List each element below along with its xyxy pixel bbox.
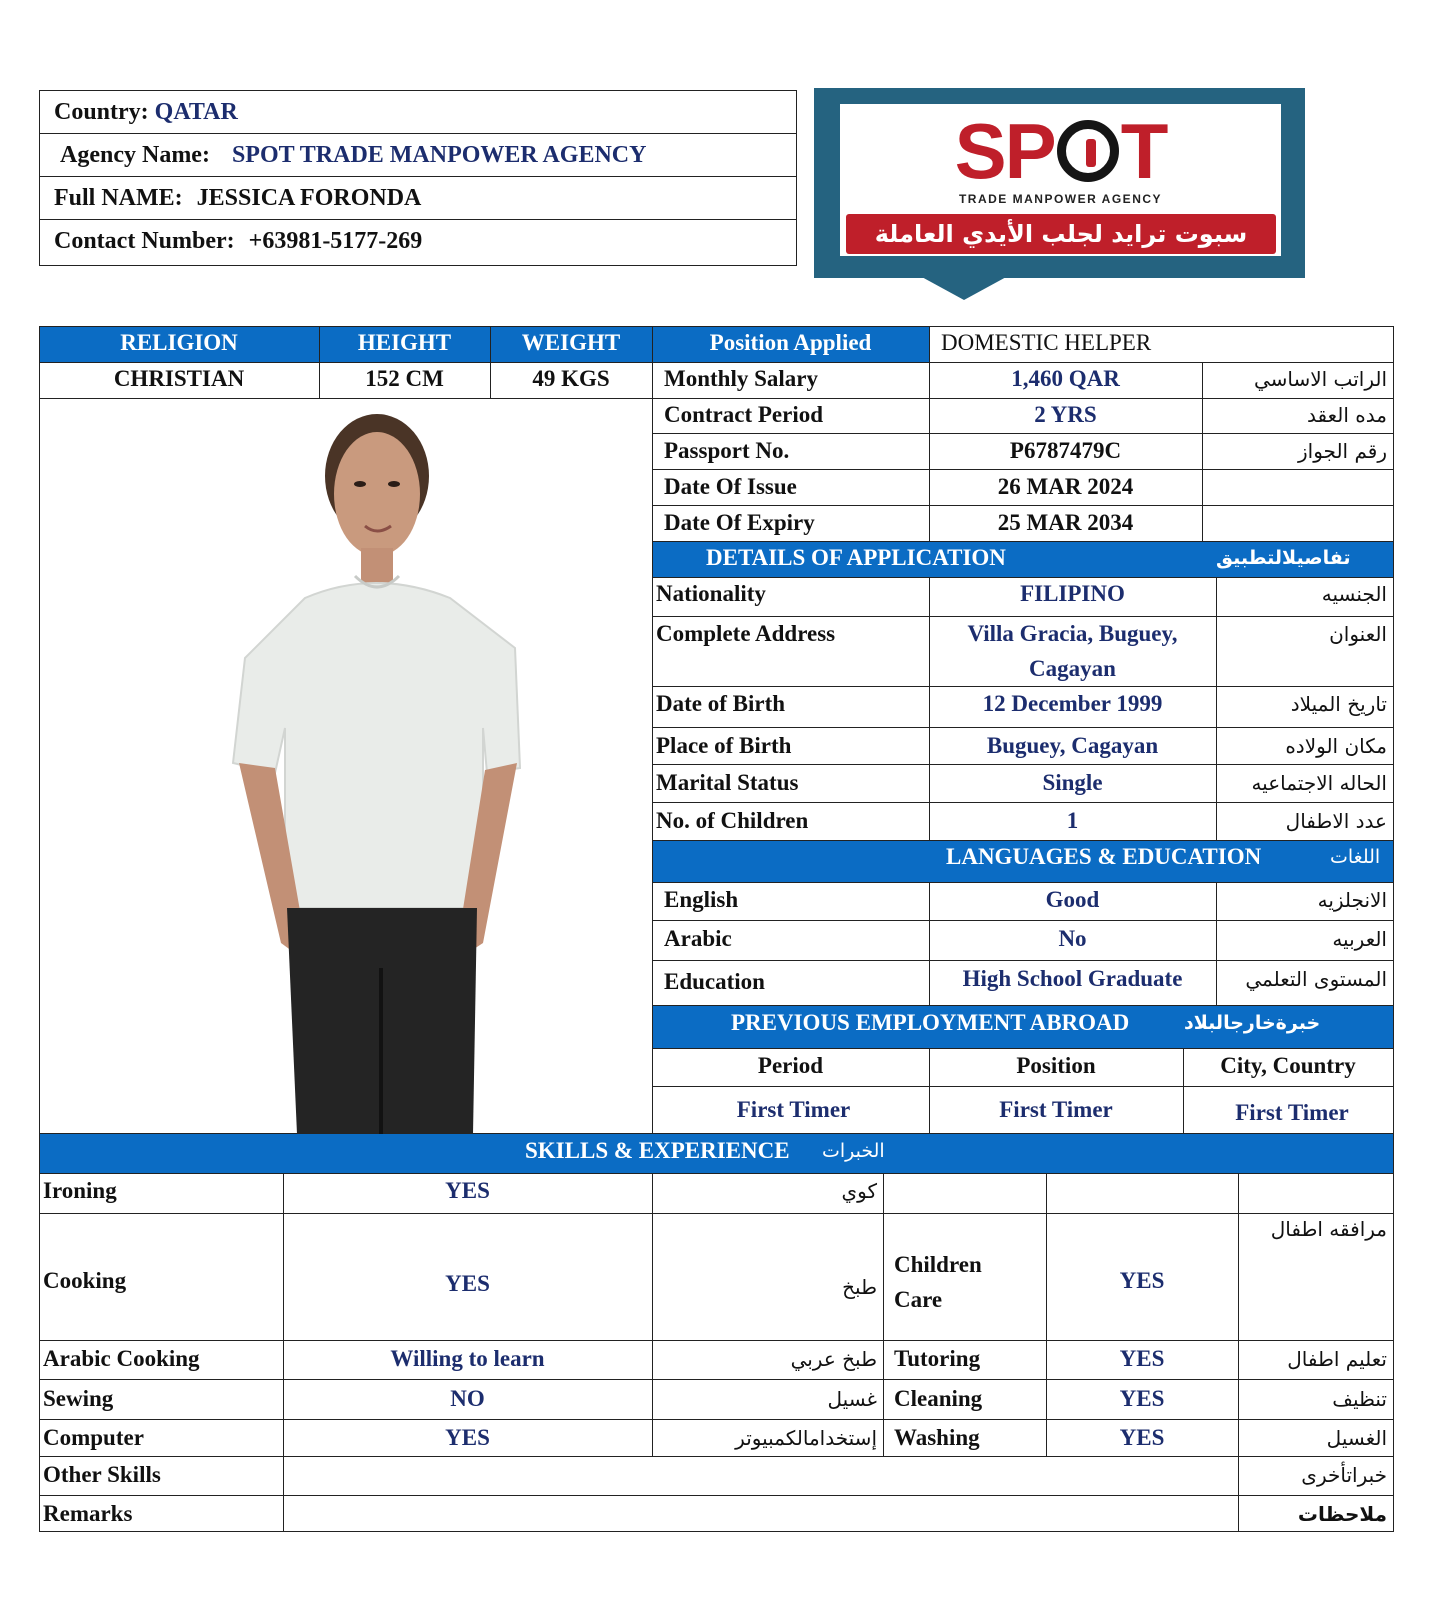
nationality-label: Nationality (656, 581, 766, 606)
skill-tutoring-label: Tutoring (894, 1346, 981, 1371)
weight-value: 49 KGS (532, 366, 610, 391)
logo-pointer-shape (920, 276, 1008, 300)
languages-title-arabic: اللغات (1330, 846, 1381, 868)
english-arabic: الانجلزيه (1317, 888, 1387, 912)
contact-label: Contact Number: (54, 228, 235, 254)
application-title-arabic: تفاصيلالتطبيق (1216, 547, 1351, 569)
skill-sewing-label: Sewing (43, 1386, 114, 1411)
skill-computer-label: Computer (43, 1425, 144, 1450)
height-value: 152 CM (365, 366, 444, 391)
name-value: JESSICA FORONDA (196, 185, 422, 211)
salary-label: Monthly Salary (664, 366, 818, 391)
arabic-language-label: Arabic (664, 926, 732, 951)
employment-period-value: First Timer (736, 1097, 851, 1122)
employment-city-value: First Timer (1235, 1100, 1349, 1125)
dob-label: Date of Birth (656, 691, 786, 716)
issue-date-label: Date Of Issue (664, 474, 797, 499)
religion-value: CHRISTIAN (113, 366, 245, 391)
skill-arabic-cooking-label: Arabic Cooking (43, 1346, 200, 1371)
expiry-date-value: 25 MAR 2034 (997, 510, 1134, 535)
other-skills-arabic: خبراتأخرى (1301, 1463, 1387, 1487)
children-label: No. of Children (656, 808, 809, 833)
skill-cooking-arabic: طبخ (842, 1275, 877, 1299)
languages-title: LANGUAGES & EDUCATION (946, 844, 1262, 869)
salary-value: 1,460 QAR (1011, 366, 1120, 391)
other-skills-label: Other Skills (43, 1462, 161, 1487)
country-label: Country: (54, 99, 149, 125)
application-title: DETAILS OF APPLICATION (706, 545, 1006, 570)
nationality-arabic: الجنسيه (1321, 582, 1387, 606)
nationality-value: FILIPINO (1020, 581, 1125, 606)
address-arabic: العنوان (1329, 622, 1387, 646)
skills-title: SKILLS & EXPERIENCE (525, 1138, 790, 1163)
salary-arabic: الراتب الاساسي (1253, 367, 1387, 391)
education-label: Education (664, 969, 765, 994)
skill-children-care-value: YES (1119, 1268, 1165, 1293)
name-label: Full NAME: (54, 185, 183, 211)
contact-row (40, 220, 796, 265)
birthplace-arabic: مكان الولاده (1285, 734, 1387, 758)
address-value-line1: Villa Gracia, Buguey, (967, 621, 1178, 646)
skill-arabic-cooking-arabic: طبخ عربي (790, 1347, 877, 1371)
agency-row (40, 134, 796, 177)
skill-cooking-label: Cooking (43, 1268, 127, 1293)
contract-period-value: 2 YRS (1034, 402, 1097, 427)
arabic-language-value: No (1058, 926, 1087, 951)
skill-children-care-arabic: مرافقه اطفال (1270, 1217, 1387, 1241)
skill-arabic-cooking-value: Willing to learn (390, 1346, 545, 1371)
skill-sewing-value: NO (450, 1386, 485, 1411)
birthplace-label: Place of Birth (656, 733, 792, 758)
skill-computer-arabic: إستخدامالكمبيوتر (735, 1426, 877, 1450)
employment-position-value: First Timer (999, 1097, 1113, 1122)
passport-label: Passport No. (664, 438, 790, 463)
country-row (40, 91, 796, 134)
arabic-language-arabic: العربيه (1332, 927, 1387, 951)
skill-cleaning-value: YES (1119, 1386, 1165, 1411)
agency-info-box (39, 90, 797, 266)
address-value-line2: Cagayan (1029, 656, 1116, 681)
position-applied-label: Position Applied (709, 330, 872, 355)
education-arabic: المستوى التعلمي (1245, 967, 1387, 991)
employment-title: PREVIOUS EMPLOYMENT ABROAD (731, 1010, 1130, 1035)
english-value: Good (1045, 887, 1100, 912)
dob-value: 12 December 1999 (982, 691, 1163, 716)
passport-value: P6787479C (1009, 438, 1122, 463)
skill-ironing-arabic: كوي (841, 1179, 877, 1203)
marital-status-value: Single (1042, 770, 1103, 795)
children-value: 1 (1066, 808, 1079, 833)
employment-position-header: Position (1016, 1053, 1096, 1078)
name-row (40, 177, 796, 220)
passport-arabic: رقم الجواز (1298, 439, 1387, 463)
employment-period-header: Period (757, 1053, 824, 1078)
skills-title-arabic: الخبرات (822, 1140, 885, 1162)
contract-period-label: Contract Period (664, 402, 824, 427)
agency-value: SPOT TRADE MANPOWER AGENCY (231, 142, 647, 168)
logo-subtitle: TRADE MANPOWER AGENCY (958, 192, 1163, 206)
logo-arabic-banner: سبوت ترايد لجلب الأيدي العاملة (846, 214, 1276, 254)
marital-status-arabic: الحاله الاجتماعيه (1251, 771, 1387, 795)
expiry-date-label: Date Of Expiry (664, 510, 815, 535)
marital-status-label: Marital Status (656, 770, 799, 795)
country-value: QATAR (154, 99, 238, 125)
address-label: Complete Address (656, 621, 836, 646)
skill-ironing-label: Ironing (43, 1178, 117, 1203)
skill-cleaning-arabic: تنظيف (1332, 1387, 1387, 1411)
children-arabic: عدد الاطفال (1285, 809, 1387, 833)
remarks-label: Remarks (43, 1501, 133, 1526)
employment-title-arabic: خبرةخارجالبلاد (1184, 1012, 1321, 1034)
contract-period-arabic: مده العقد (1307, 403, 1387, 427)
employment-city-header: City, Country (1220, 1053, 1356, 1078)
skill-ironing-value: YES (445, 1178, 490, 1203)
skill-tutoring-arabic: تعليم اطفال (1287, 1347, 1387, 1371)
weight-header: WEIGHT (521, 330, 621, 355)
dob-arabic: تاريخ الميلاد (1290, 692, 1387, 716)
skill-tutoring-value: YES (1119, 1346, 1165, 1371)
agency-label: Agency Name: (60, 142, 210, 168)
applicant-photo (215, 408, 545, 1134)
skill-washing-label: Washing (894, 1425, 980, 1450)
birthplace-value: Buguey, Cagayan (986, 733, 1159, 758)
skill-computer-value: YES (445, 1425, 490, 1450)
position-applied-value: DOMESTIC HELPER (941, 330, 1152, 355)
remarks-arabic: ملاحظات (1297, 1502, 1387, 1526)
skill-cooking-value: YES (445, 1271, 490, 1296)
logo-wordmark: SP T (954, 107, 1167, 195)
issue-date-value: 26 MAR 2024 (997, 474, 1134, 499)
education-value: High School Graduate (962, 966, 1183, 991)
logo-person-icon (1057, 120, 1119, 182)
skill-sewing-arabic: غسيل (827, 1387, 877, 1411)
skill-washing-arabic: الغسيل (1326, 1426, 1387, 1450)
religion-header: RELIGION (120, 330, 238, 355)
skill-children-care-label: Children Care (894, 1252, 982, 1312)
height-header: HEIGHT (357, 330, 452, 355)
english-label: English (664, 887, 739, 912)
contact-value: +63981-5177-269 (248, 228, 423, 254)
skill-washing-value: YES (1119, 1425, 1165, 1450)
skill-cleaning-label: Cleaning (894, 1386, 983, 1411)
